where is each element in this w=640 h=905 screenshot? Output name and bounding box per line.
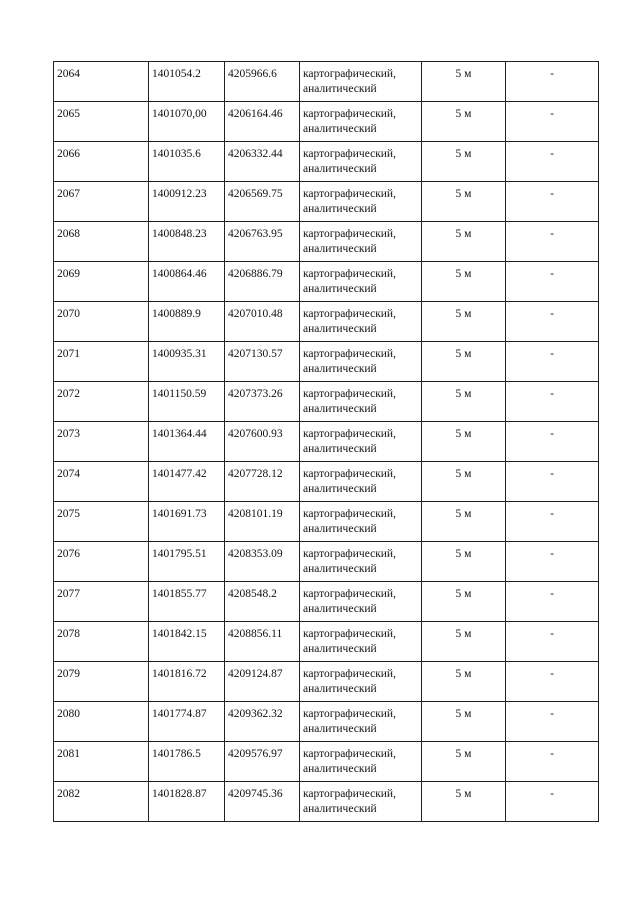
x-coordinate-cell: 1401477.42 <box>149 462 225 502</box>
x-coordinate-cell: 1401786.5 <box>149 742 225 782</box>
note-cell: - <box>506 782 599 822</box>
method-line-1: картографический, <box>303 788 396 800</box>
x-coordinate-cell: 1401150.59 <box>149 382 225 422</box>
method-cell <box>300 302 422 342</box>
method-line-1: картографический, <box>303 748 396 760</box>
method-line-2: аналитический <box>303 163 377 175</box>
x-coordinate-cell: 1401364.44 <box>149 422 225 462</box>
note-cell: - <box>506 742 599 782</box>
method-line-1: картографический, <box>303 148 396 160</box>
point-number-cell: 2073 <box>54 422 149 462</box>
note-cell: - <box>506 582 599 622</box>
method-line-2: аналитический <box>303 403 377 415</box>
method-cell <box>300 62 422 102</box>
x-coordinate-cell: 1401855.77 <box>149 582 225 622</box>
method-line-1: картографический, <box>303 188 396 200</box>
point-number-cell: 2066 <box>54 142 149 182</box>
x-coordinate-cell: 1400935.31 <box>149 342 225 382</box>
method-line-1: картографический, <box>303 268 396 280</box>
coordinates-table <box>53 61 599 822</box>
accuracy-cell: 5 м <box>422 302 506 342</box>
accuracy-cell: 5 м <box>422 462 506 502</box>
point-number-cell: 2080 <box>54 702 149 742</box>
table-row <box>54 62 599 102</box>
note-cell: - <box>506 382 599 422</box>
table-row <box>54 662 599 702</box>
point-number-cell: 2076 <box>54 542 149 582</box>
y-coordinate-cell: 4205966.6 <box>225 62 300 102</box>
point-number-cell: 2078 <box>54 622 149 662</box>
x-coordinate-cell: 1401828.87 <box>149 782 225 822</box>
method-cell <box>300 182 422 222</box>
method-line-1: картографический, <box>303 428 396 440</box>
y-coordinate-cell: 4207728.12 <box>225 462 300 502</box>
y-coordinate-cell: 4207130.57 <box>225 342 300 382</box>
note-cell: - <box>506 182 599 222</box>
table-row <box>54 622 599 662</box>
method-cell <box>300 382 422 422</box>
point-number-cell: 2068 <box>54 222 149 262</box>
accuracy-cell: 5 м <box>422 582 506 622</box>
method-cell <box>300 582 422 622</box>
method-line-2: аналитический <box>303 803 377 815</box>
method-cell <box>300 262 422 302</box>
note-cell: - <box>506 302 599 342</box>
method-cell <box>300 102 422 142</box>
x-coordinate-cell: 1401691.73 <box>149 502 225 542</box>
method-line-2: аналитический <box>303 523 377 535</box>
accuracy-cell: 5 м <box>422 662 506 702</box>
method-line-1: картографический, <box>303 468 396 480</box>
x-coordinate-cell: 1400912.23 <box>149 182 225 222</box>
table-row <box>54 102 599 142</box>
y-coordinate-cell: 4208856.11 <box>225 622 300 662</box>
method-cell <box>300 142 422 182</box>
point-number-cell: 2070 <box>54 302 149 342</box>
table-row <box>54 502 599 542</box>
method-cell <box>300 542 422 582</box>
method-cell <box>300 222 422 262</box>
x-coordinate-cell: 1400889.9 <box>149 302 225 342</box>
method-line-1: картографический, <box>303 548 396 560</box>
point-number-cell: 2065 <box>54 102 149 142</box>
x-coordinate-cell: 1401816.72 <box>149 662 225 702</box>
method-line-1: картографический, <box>303 388 396 400</box>
method-line-1: картографический, <box>303 308 396 320</box>
table-row <box>54 422 599 462</box>
y-coordinate-cell: 4208548.2 <box>225 582 300 622</box>
table-body <box>54 62 599 822</box>
x-coordinate-cell: 1401070,00 <box>149 102 225 142</box>
method-line-2: аналитический <box>303 243 377 255</box>
table-row <box>54 782 599 822</box>
table-row <box>54 462 599 502</box>
note-cell: - <box>506 62 599 102</box>
note-cell: - <box>506 462 599 502</box>
y-coordinate-cell: 4208101.19 <box>225 502 300 542</box>
y-coordinate-cell: 4207373.26 <box>225 382 300 422</box>
method-line-1: картографический, <box>303 508 396 520</box>
method-line-1: картографический, <box>303 108 396 120</box>
method-line-1: картографический, <box>303 628 396 640</box>
accuracy-cell: 5 м <box>422 342 506 382</box>
method-cell <box>300 422 422 462</box>
table-row <box>54 742 599 782</box>
method-line-2: аналитический <box>303 203 377 215</box>
method-line-2: аналитический <box>303 363 377 375</box>
method-cell <box>300 622 422 662</box>
x-coordinate-cell: 1401035.6 <box>149 142 225 182</box>
y-coordinate-cell: 4206332.44 <box>225 142 300 182</box>
method-line-2: аналитический <box>303 323 377 335</box>
method-line-1: картографический, <box>303 668 396 680</box>
accuracy-cell: 5 м <box>422 262 506 302</box>
method-line-2: аналитический <box>303 483 377 495</box>
x-coordinate-cell: 1401795.51 <box>149 542 225 582</box>
method-line-2: аналитический <box>303 603 377 615</box>
method-line-2: аналитический <box>303 763 377 775</box>
method-line-2: аналитический <box>303 123 377 135</box>
point-number-cell: 2077 <box>54 582 149 622</box>
note-cell: - <box>506 422 599 462</box>
point-number-cell: 2075 <box>54 502 149 542</box>
method-line-1: картографический, <box>303 68 396 80</box>
accuracy-cell: 5 м <box>422 142 506 182</box>
point-number-cell: 2067 <box>54 182 149 222</box>
method-cell <box>300 502 422 542</box>
point-number-cell: 2069 <box>54 262 149 302</box>
point-number-cell: 2074 <box>54 462 149 502</box>
y-coordinate-cell: 4209576.97 <box>225 742 300 782</box>
accuracy-cell: 5 м <box>422 502 506 542</box>
accuracy-cell: 5 м <box>422 422 506 462</box>
accuracy-cell: 5 м <box>422 742 506 782</box>
method-cell <box>300 702 422 742</box>
table-row <box>54 702 599 742</box>
table-row <box>54 542 599 582</box>
y-coordinate-cell: 4209745.36 <box>225 782 300 822</box>
accuracy-cell: 5 м <box>422 542 506 582</box>
table-row <box>54 222 599 262</box>
y-coordinate-cell: 4207600.93 <box>225 422 300 462</box>
note-cell: - <box>506 342 599 382</box>
note-cell: - <box>506 502 599 542</box>
table-row <box>54 582 599 622</box>
y-coordinate-cell: 4209124.87 <box>225 662 300 702</box>
accuracy-cell: 5 м <box>422 702 506 742</box>
y-coordinate-cell: 4206886.79 <box>225 262 300 302</box>
accuracy-cell: 5 м <box>422 222 506 262</box>
method-cell <box>300 662 422 702</box>
x-coordinate-cell: 1400864.46 <box>149 262 225 302</box>
point-number-cell: 2081 <box>54 742 149 782</box>
point-number-cell: 2064 <box>54 62 149 102</box>
point-number-cell: 2071 <box>54 342 149 382</box>
method-line-2: аналитический <box>303 563 377 575</box>
method-line-1: картографический, <box>303 708 396 720</box>
method-cell <box>300 742 422 782</box>
method-line-2: аналитический <box>303 443 377 455</box>
note-cell: - <box>506 662 599 702</box>
accuracy-cell: 5 м <box>422 102 506 142</box>
method-line-2: аналитический <box>303 83 377 95</box>
accuracy-cell: 5 м <box>422 182 506 222</box>
note-cell: - <box>506 102 599 142</box>
method-cell <box>300 342 422 382</box>
method-line-1: картографический, <box>303 348 396 360</box>
accuracy-cell: 5 м <box>422 622 506 662</box>
note-cell: - <box>506 542 599 582</box>
point-number-cell: 2079 <box>54 662 149 702</box>
y-coordinate-cell: 4207010.48 <box>225 302 300 342</box>
accuracy-cell: 5 м <box>422 782 506 822</box>
x-coordinate-cell: 1400848.23 <box>149 222 225 262</box>
accuracy-cell: 5 м <box>422 382 506 422</box>
note-cell: - <box>506 262 599 302</box>
table-row <box>54 302 599 342</box>
table-row <box>54 262 599 302</box>
method-cell <box>300 782 422 822</box>
table-row <box>54 182 599 222</box>
method-line-2: аналитический <box>303 723 377 735</box>
method-line-1: картографический, <box>303 588 396 600</box>
y-coordinate-cell: 4206569.75 <box>225 182 300 222</box>
table-row <box>54 342 599 382</box>
method-line-2: аналитический <box>303 283 377 295</box>
point-number-cell: 2082 <box>54 782 149 822</box>
accuracy-cell: 5 м <box>422 62 506 102</box>
method-line-1: картографический, <box>303 228 396 240</box>
method-cell <box>300 462 422 502</box>
y-coordinate-cell: 4208353.09 <box>225 542 300 582</box>
table-row <box>54 142 599 182</box>
note-cell: - <box>506 142 599 182</box>
method-line-2: аналитический <box>303 643 377 655</box>
point-number-cell: 2072 <box>54 382 149 422</box>
x-coordinate-cell: 1401774.87 <box>149 702 225 742</box>
x-coordinate-cell: 1401054.2 <box>149 62 225 102</box>
method-line-2: аналитический <box>303 683 377 695</box>
note-cell: - <box>506 622 599 662</box>
y-coordinate-cell: 4209362.32 <box>225 702 300 742</box>
note-cell: - <box>506 702 599 742</box>
y-coordinate-cell: 4206164.46 <box>225 102 300 142</box>
x-coordinate-cell: 1401842.15 <box>149 622 225 662</box>
table-row <box>54 382 599 422</box>
note-cell: - <box>506 222 599 262</box>
y-coordinate-cell: 4206763.95 <box>225 222 300 262</box>
